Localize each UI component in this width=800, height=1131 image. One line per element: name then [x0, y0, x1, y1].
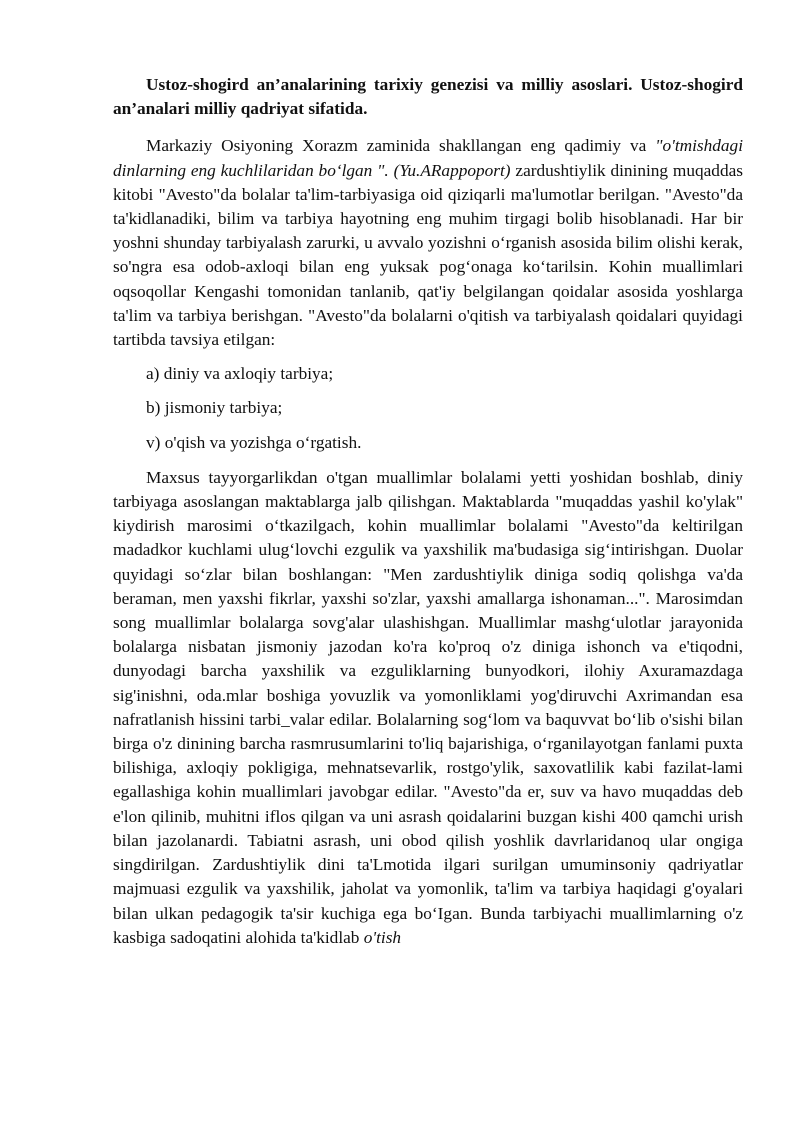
- rappoport-quote: "o'tmishdagi dinlarning eng kuchlilaridan bo‘lgan ". (Yu.ARappoport): [113, 136, 743, 180]
- document-page: [113, 62, 743, 950]
- paragraph-teachers-text: Maxsus tayyorgarlikdan o'tgan muallimlar bolalami yetti yoshidan boshlab, diniy tarbiyaga asoslangan maktablarga jalb qilishgan. Maktablarda "muqaddas yashil ko'ylak" kiydirish marosimi o‘tkazilgach, kohin muallimlar bolalami "Avesto"da keltirilgan madadkor kuchlami ulug‘lovchi ezgulik va yaxshilik ma'budasiga sig‘intirishgan. Duolar quyidagi so‘zlar bilan boshlangan: "Men zardushtiylik diniga sodiq qolishga va'da beraman, men yaxshi fikrlar, yaxshi so'zlar, yaxshi amallarga ishonaman...". Marosimdan song muallimlar bolalarga sovg'alar ulashishgan. Muallimlar mashg‘ulotlar jarayonida bolalarga nisbatan jismoniy jazodan ko'ra ko'proq o'z diniga ishonch va e'tiqodni, dunyodagi barcha yaxshilik va ezguliklarning bunyodkori, ilohiy Axuramazdaga sig'inishni, oda.mlar boshiga yovuzlik va yomonliklami yog'diruvchi Axrimandan esa nafratlanish hissini tarbi_valar edilar. Bolalarning sog‘lom va baquvvat bo‘lib o'sishi bilan birga o'z dinining barcha rasmrusumlarini to'liq bajarishiga, o‘rganilayotgan fanlami puxta bilishiga, axloqiy pokligiga, mehnatsevarlik, rostgo'ylik, saxovatlilik kabi fazilat-lami egallashiga kohin muallimlari javobgar edilar. "Avesto"da er, suv va havo muqaddas deb e'lon qilinib, muhitni iflos qilgan va uni asrash qoidalarini buzgan kishi 400 qamchi urish bilan jazolanardi. Tabiatni asrash, uni obod qilish yoshlik davrlaridanoq ular ongiga singdirilgan. Zardushtiylik dini ta'Lmotida ilgari surilgan umuminsoniy qadriyatlar majmuasi ezgulik va yaxshilik, jaholat va yomonlik, ta'lim va tarbiya haqidagi g'oyalari bilan ulkan pedagogik ta'sir kuchiga ega bo‘Igan. Bunda tarbiyachi muallimlarning o'z kasbiga sadoqatini alohida ta'kidlab: [113, 467, 743, 947]
- paragraph-teachers: [113, 466, 743, 950]
- list-item-reading-writing: v) o'qish va yozishga o‘rgatish.: [146, 432, 362, 452]
- list-item-physical: b) jismoniy tarbiya;: [146, 398, 283, 418]
- list-item-religious-moral: a) diniy va axloqiy tarbiya;: [146, 364, 334, 384]
- paragraph-avesto-intro: [113, 134, 743, 352]
- document-title: Ustoz-shogird an’analarining tarixiy genezisi va milliy asoslari. Ustoz-shogird an’analari milliy qadriyat sifatida.: [113, 75, 743, 119]
- paragraph-body-text: zardushtiylik dinining muqaddas kitobi "Avesto"da bolalar ta'lim-tarbiyasiga oid qiziqarli ma'lumotlar berilgan. "Avesto"da ta'kidlanadiki, bilim va tarbiya hayotning eng muhim tirgagi bolib hisoblanadi. Har bir yoshni shunday tarbiyalash zarurki, u avvalo yozishni o‘rganish asosida bilim olishi kerak, so'ngra esa odob-axloqi bilan eng yuksak pog‘onaga ko‘tarilsin. Kohin muallimlari oqsoqollar Kengashi tomonidan tanlanib, qat'iy belgilangan qoidalar asosida yoshlarga ta'lim va tarbiya berishgan. "Avesto"da bolalarni o'qitish va tarbiyalash qoidalari quyidagi tartibda tavsiya etilgan:: [113, 160, 743, 350]
- paragraph-italic-tail: o'tish: [363, 927, 402, 947]
- paragraph-lead-text: Markaziy Osiyoning Xorazm zaminida shakllangan eng qadimiy va: [146, 136, 656, 156]
